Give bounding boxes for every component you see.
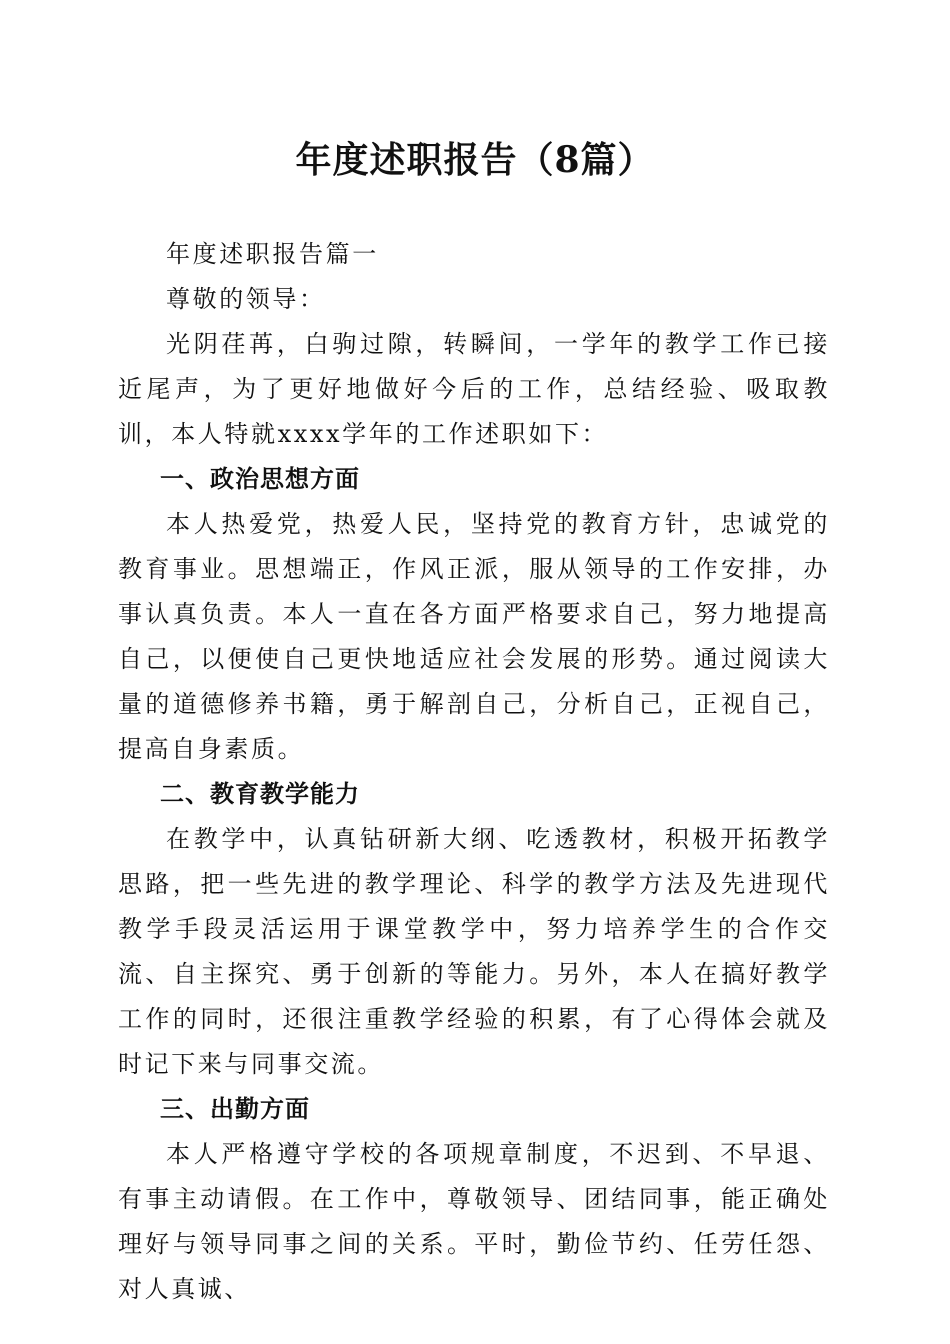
document-title: 年度述职报告（8篇） bbox=[295, 139, 655, 181]
section-heading-attendance: 三、出勤方面 bbox=[160, 1095, 310, 1123]
report-subtitle: 年度述职报告篇一 bbox=[166, 240, 379, 268]
document-body bbox=[118, 232, 830, 1312]
section-text-attendance: 本人严格遵守学校的各项规章制度，不迟到、不早退、有事主动请假。在工作中，尊敬领导、团结同事，能正确处理好与领导同事之间的关系。平时，勤俭节约、任劳任怨、对人真诚、 bbox=[118, 1140, 830, 1303]
intro-paragraph: 光阴荏苒，白驹过隙，转瞬间，一学年的教学工作已接近尾声，为了更好地做好今后的工作，总结经验、吸取教训，本人特就xxxx学年的工作述职如下： bbox=[118, 330, 830, 448]
section-text-political: 本人热爱党，热爱人民，坚持党的教育方针，忠诚党的教育事业。思想端正，作风正派，服从领导的工作安排，办事认真负责。本人一直在各方面严格要求自己，努力地提高自己，以便使自己更快地适应社会发展的形势。通过阅读大量的道德修养书籍，勇于解剖自己，分析自己，正视自己，提高自身素质。 bbox=[118, 510, 830, 763]
salutation: 尊敬的领导： bbox=[166, 285, 326, 313]
section-heading-teaching: 二、教育教学能力 bbox=[160, 780, 360, 808]
section-heading-political: 一、政治思想方面 bbox=[160, 465, 360, 493]
section-text-teaching: 在教学中，认真钻研新大纲、吃透教材，积极开拓教学思路，把一些先进的教学理论、科学的教学方法及先进现代教学手段灵活运用于课堂教学中，努力培养学生的合作交流、自主探究、勇于创新的等能力。另外，本人在搞好教学工作的同时，还很注重教学经验的积累，有了心得体会就及时记下来与同事交流。 bbox=[118, 825, 830, 1078]
